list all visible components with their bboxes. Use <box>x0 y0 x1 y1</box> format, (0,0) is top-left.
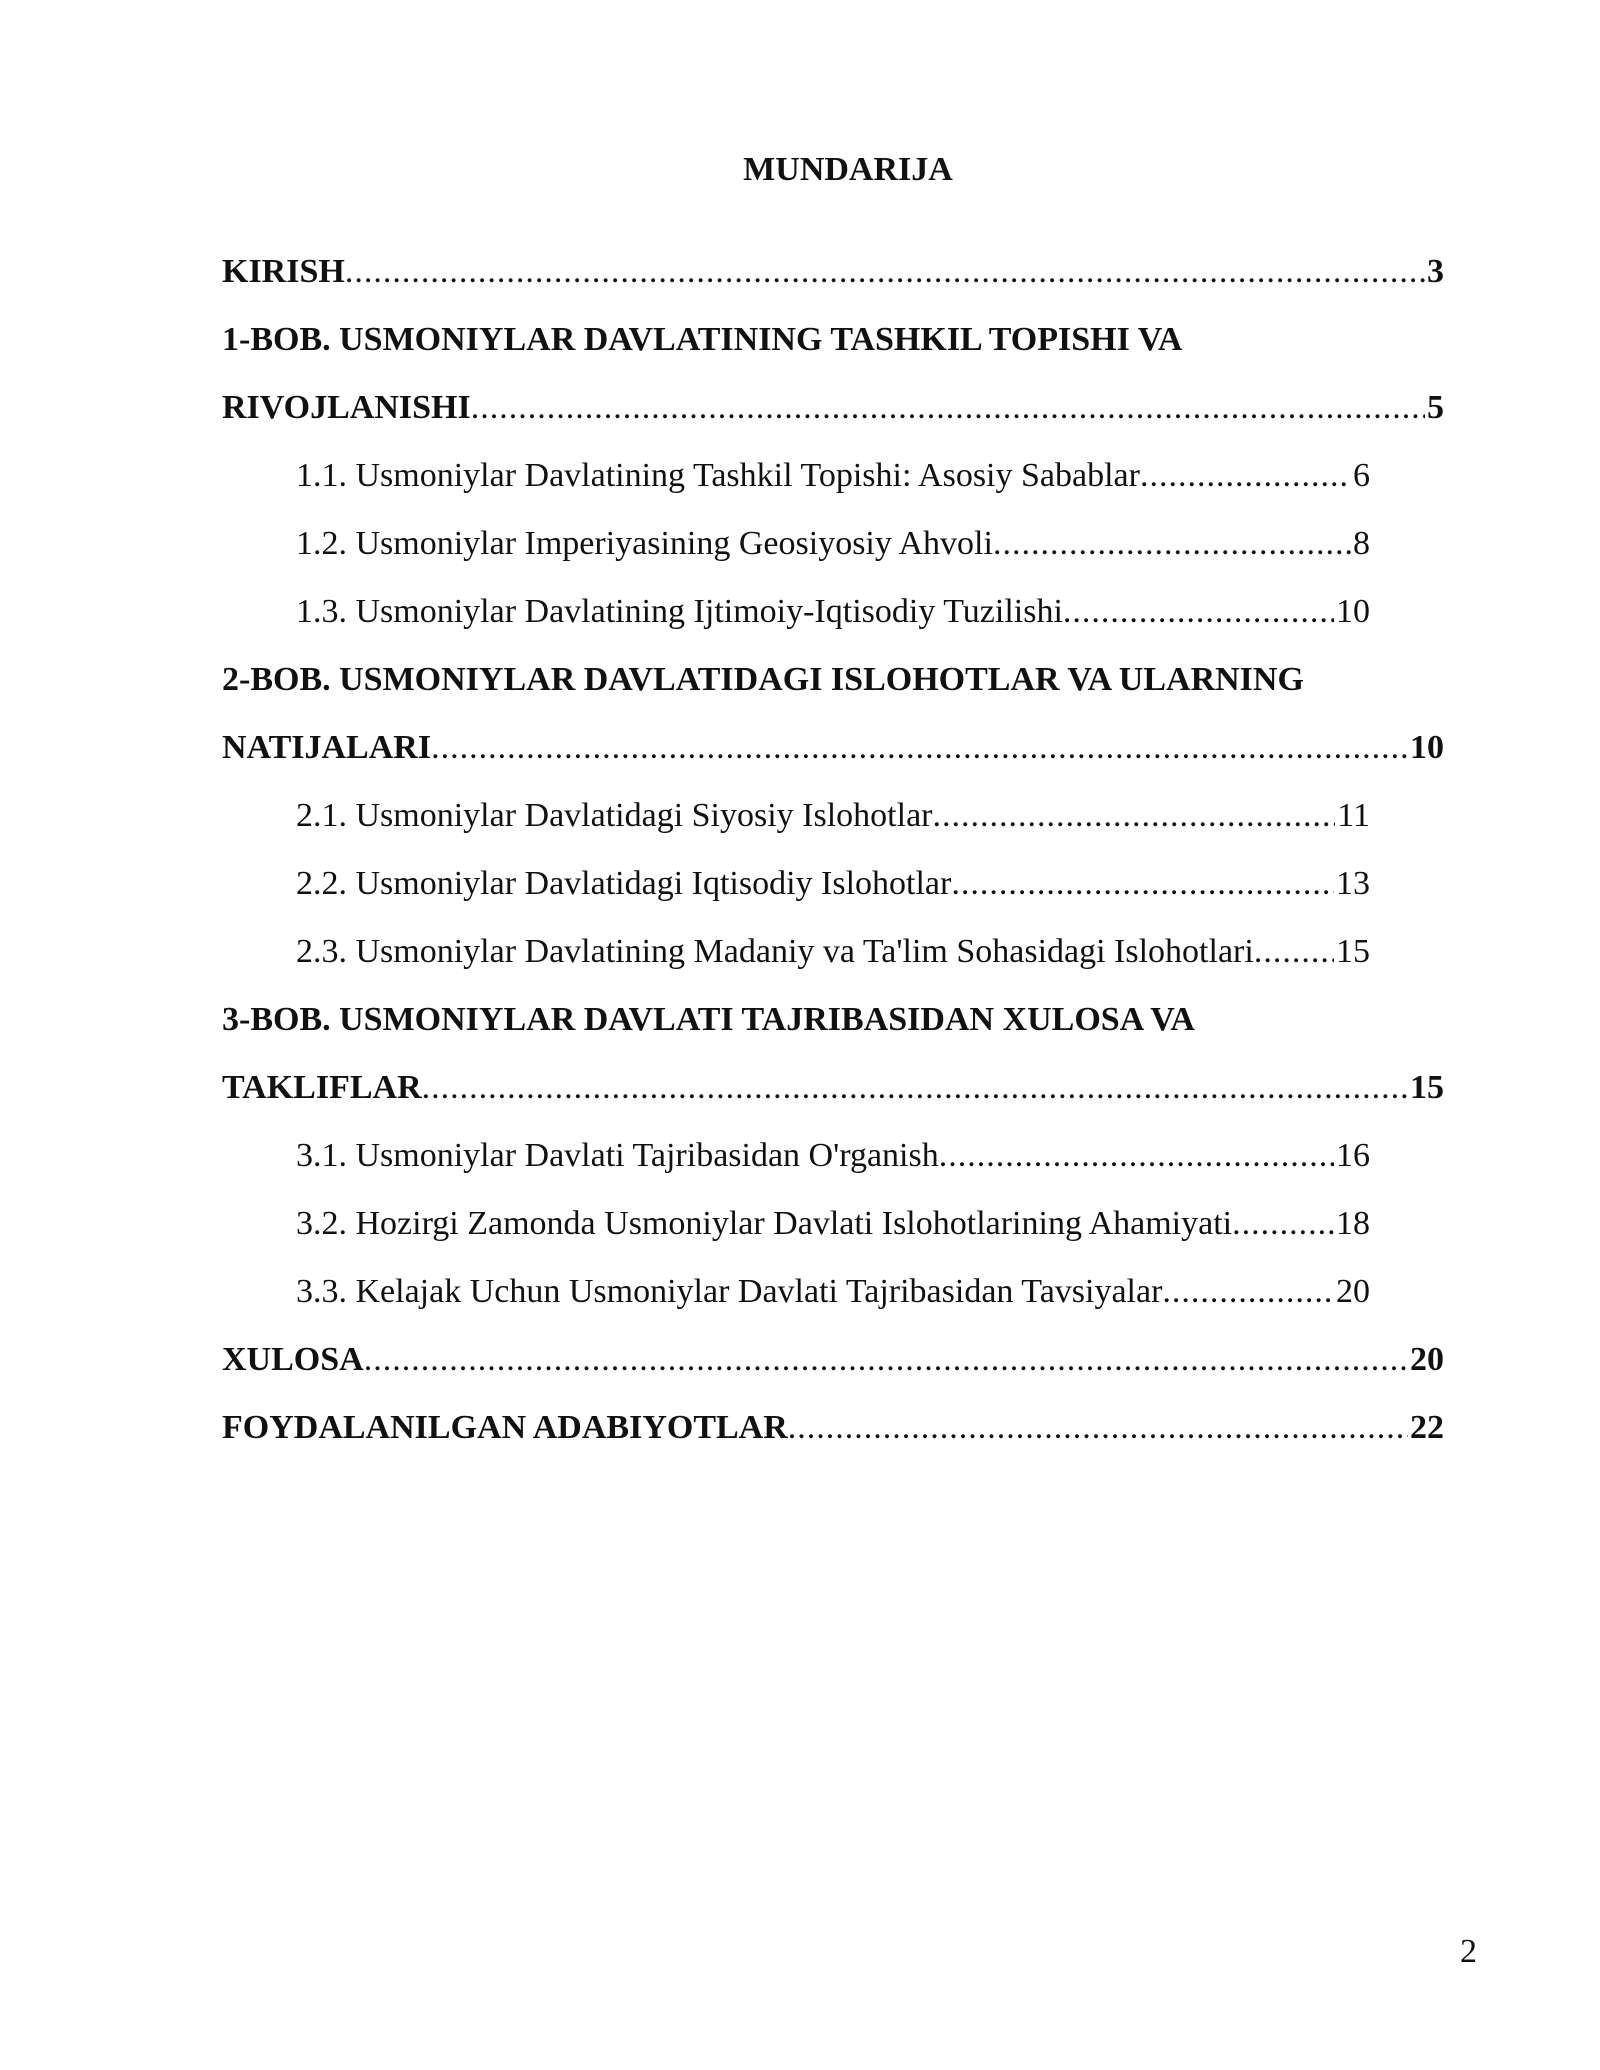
toc-entry-label: 1.2. Usmoniylar Imperiyasining Geosiyosiy Ahvoli <box>296 525 993 562</box>
toc-entry-page: 20 <box>1410 1341 1444 1378</box>
toc-entry-page: 8 <box>1353 525 1370 562</box>
toc-entry-page: 16 <box>1336 1137 1370 1174</box>
toc-entry-xulosa <box>222 1326 1444 1394</box>
toc-entry-label: 2.1. Usmoniylar Davlatidagi Siyosiy Islohotlar <box>296 797 933 834</box>
toc-chapter-1-heading <box>222 306 1444 374</box>
toc-chapter-2-heading-cont <box>222 714 1444 782</box>
toc-entry-page: 6 <box>1353 457 1370 494</box>
toc-entry-label: 2.2. Usmoniylar Davlatidagi Iqtisodiy Islohotlar <box>296 865 952 902</box>
toc-chapter-3-heading-cont <box>222 1054 1444 1122</box>
toc-entry-kirish <box>222 238 1444 306</box>
toc-entry-page: 20 <box>1336 1273 1370 1310</box>
dot-leader <box>1254 918 1334 986</box>
toc-entry-page: 15 <box>1336 933 1370 970</box>
toc-entry-label: FOYDALANILGAN ADABIYOTLAR <box>222 1409 788 1446</box>
toc-entry-page: 13 <box>1336 865 1370 902</box>
toc-entry-3-3 <box>222 1258 1370 1326</box>
toc-entry-label: NATIJALARI <box>222 729 432 766</box>
toc-title: MUNDARIJA <box>743 151 953 188</box>
toc-entry-page: 10 <box>1410 729 1444 766</box>
toc-entry-label: RIVOJLANISHI <box>222 389 471 426</box>
dot-leader <box>993 510 1351 578</box>
toc-entry-label: 1.3. Usmoniylar Davlatining Ijtimoiy-Iqtisodiy Tuzilishi <box>296 593 1063 630</box>
toc-entry-2-1 <box>222 782 1370 850</box>
toc-entry-page: 10 <box>1336 593 1370 630</box>
dot-leader <box>1232 1190 1334 1258</box>
dot-leader <box>951 850 1334 918</box>
toc-entry-page: 5 <box>1427 389 1444 426</box>
toc-entry-label: 2.3. Usmoniylar Davlatining Madaniy va Ta'lim Sohasidagi Islohotlari <box>296 933 1254 970</box>
toc-entry-3-2 <box>222 1190 1370 1258</box>
toc-entry-2-2 <box>222 850 1370 918</box>
toc-entry-page: 15 <box>1410 1069 1444 1106</box>
dot-leader <box>471 374 1425 442</box>
toc-entry-2-3 <box>222 918 1370 986</box>
toc-entry-label: 3.1. Usmoniylar Davlati Tajribasidan O'rganish <box>296 1137 939 1174</box>
toc-entry-label: 1-BOB. USMONIYLAR DAVLATINING TASHKIL TOPISHI VA <box>222 321 1183 358</box>
table-of-contents <box>222 238 1444 1462</box>
dot-leader <box>364 1326 1408 1394</box>
dot-leader <box>1162 1258 1334 1326</box>
dot-leader <box>933 782 1336 850</box>
dot-leader <box>788 1394 1408 1462</box>
dot-leader <box>1140 442 1351 510</box>
toc-entry-label: KIRISH <box>222 253 345 290</box>
toc-entry-3-1 <box>222 1122 1370 1190</box>
toc-entry-1-2 <box>222 510 1370 578</box>
toc-entry-page: 18 <box>1336 1205 1370 1242</box>
toc-entry-label: XULOSA <box>222 1341 364 1378</box>
toc-entry-1-3 <box>222 578 1370 646</box>
toc-entry-page: 22 <box>1410 1409 1444 1446</box>
toc-chapter-2-heading <box>222 646 1444 714</box>
toc-chapter-1-heading-cont <box>222 374 1444 442</box>
dot-leader <box>939 1122 1334 1190</box>
page-number: 2 <box>1460 1933 1477 1970</box>
dot-leader <box>1063 578 1334 646</box>
toc-chapter-3-heading <box>222 986 1444 1054</box>
dot-leader <box>431 714 1408 782</box>
dot-leader <box>345 238 1425 306</box>
toc-entry-label: 2-BOB. USMONIYLAR DAVLATIDAGI ISLOHOTLAR VA ULARNING <box>222 661 1304 698</box>
toc-entry-page: 3 <box>1427 253 1444 290</box>
toc-entry-label: 3.3. Kelajak Uchun Usmoniylar Davlati Tajribasidan Tavsiyalar <box>296 1273 1163 1310</box>
toc-entry-label: 1.1. Usmoniylar Davlatining Tashkil Topishi: Asosiy Sabablar <box>296 457 1140 494</box>
toc-entry-label: 3-BOB. USMONIYLAR DAVLATI TAJRIBASIDAN XULOSA VA <box>222 1001 1195 1038</box>
toc-entry-label: 3.2. Hozirgi Zamonda Usmoniylar Davlati Islohotlarining Ahamiyati <box>296 1205 1233 1242</box>
toc-entry-adabiyotlar <box>222 1394 1444 1462</box>
dot-leader <box>422 1054 1408 1122</box>
toc-entry-label: TAKLIFLAR <box>222 1069 422 1106</box>
toc-entry-1-1 <box>222 442 1370 510</box>
toc-entry-page: 11 <box>1337 797 1370 834</box>
